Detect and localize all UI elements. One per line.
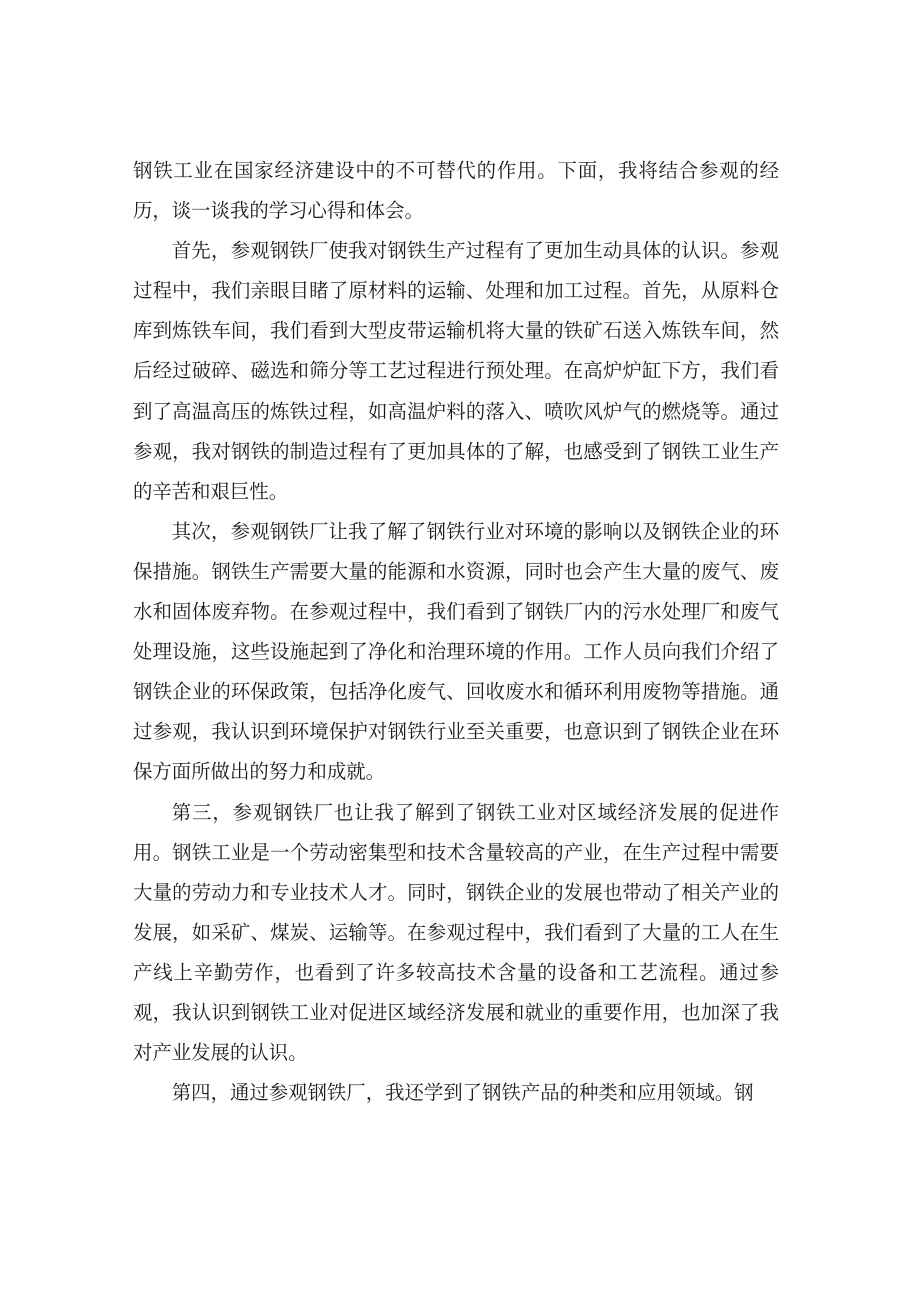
paragraph-third: 第三，参观钢铁厂也让我了解到了钢铁工业对区域经济发展的促进作用。钢铁工业是一个劳动密集型和技术含量较高的产业，在生产过程中需要大量的劳动力和专业技术人才。同时，钢铁企业的发展也带动了相关产业的发展，如采矿、煤炭、运输等。在参观过程中，我们看到了大量的工人在生产线上辛勤劳作，也看到了许多较高技术含量的设备和工艺流程。通过参观，我认识到钢铁工业对促进区域经济发展和就业的重要作用，也加深了我对产业发展的认识。 bbox=[133, 800, 779, 1065]
document-body bbox=[133, 151, 779, 1113]
paragraph-second: 其次，参观钢铁厂让我了解了钢铁行业对环境的影响以及钢铁企业的环保措施。钢铁生产需要大量的能源和水资源，同时也会产生大量的废气、废水和固体废弃物。在参观过程中，我们看到了钢铁厂内的污水处理厂和废气处理设施，这些设施起到了净化和治理环境的作用。工作人员向我们介绍了钢铁企业的环保政策，包括净化废气、回收废水和循环利用废物等措施。通过参观，我认识到环境保护对钢铁行业至关重要，也意识到了钢铁企业在环保方面所做出的努力和成就。 bbox=[133, 519, 779, 784]
paragraph-continuation: 钢铁工业在国家经济建设中的不可替代的作用。下面，我将结合参观的经历，谈一谈我的学习心得和体会。 bbox=[133, 159, 779, 223]
paragraph-first: 首先，参观钢铁厂使我对钢铁生产过程有了更加生动具体的认识。参观过程中，我们亲眼目睹了原材料的运输、处理和加工过程。首先，从原料仓库到炼铁车间，我们看到大型皮带运输机将大量的铁矿石送入炼铁车间，然后经过破碎、磁选和筛分等工艺过程进行预处理。在高炉炉缸下方，我们看到了高温高压的炼铁过程，如高温炉料的落入、喷吹风炉气的燃烧等。通过参观，我对钢铁的制造过程有了更加具体的了解，也感受到了钢铁工业生产的辛苦和艰巨性。 bbox=[133, 239, 779, 503]
paragraph-fourth: 第四，通过参观钢铁厂，我还学到了钢铁产品的种类和应用领域。钢 bbox=[171, 1081, 754, 1105]
